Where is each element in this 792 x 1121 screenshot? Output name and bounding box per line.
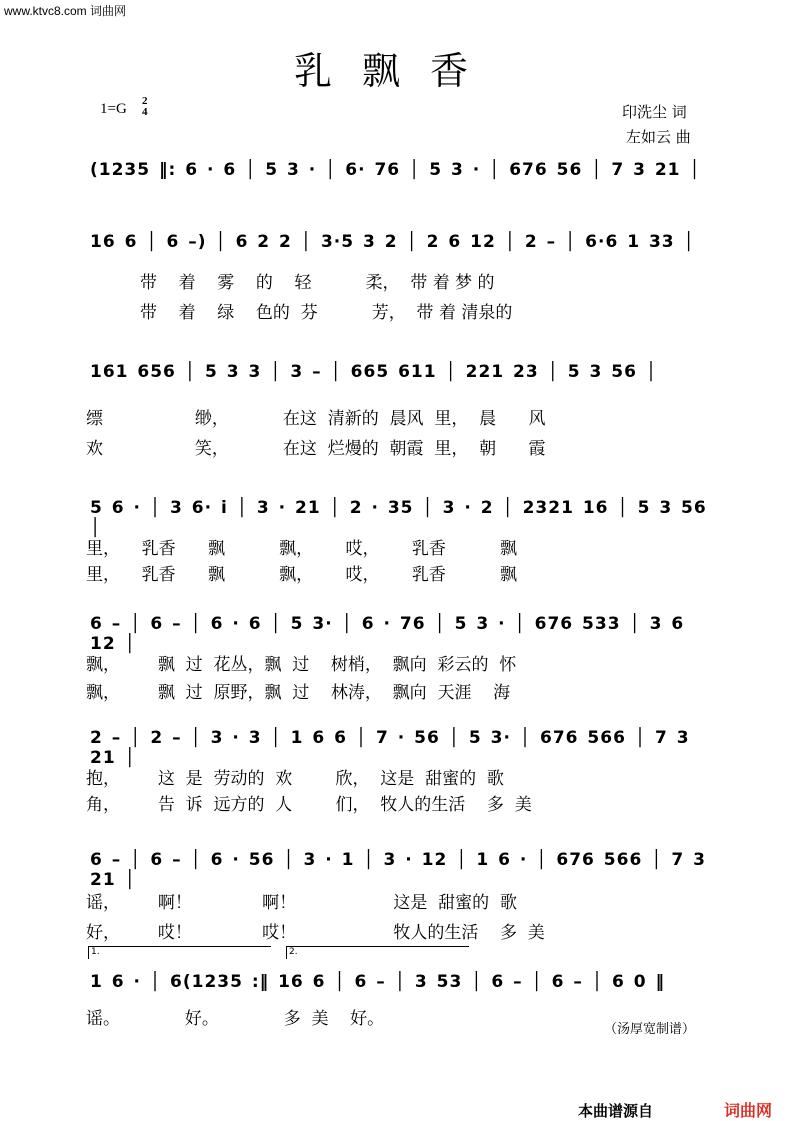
lyric-row-4-verse-1: 里， 乳香 飘 飘， 哎， 乳香 飘 — [86, 539, 517, 559]
notes-row-7: 6 – │ 6 – │ 6 · 56 │ 3 · 1 │ 3 · 12 │ 1 6 · │ 676 566 │ 7 3 21 │ — [90, 850, 706, 890]
site-logo[interactable]: 词曲网 — [724, 1101, 773, 1120]
notes-row-2: 16 6 │ 6 –) │ 6 2 2 │ 3·5 3 2 │ 2 6 12 │ 2 – │ 6·6 1 33 │ — [90, 232, 695, 252]
lyric-row-7-verse-2: 好， 哎！ 哎！ 牧人的生活 多 美 — [86, 923, 545, 943]
score-row-7 — [86, 844, 714, 890]
lyric-row-6-verse-2: 角， 告 诉 远方的 人 们， 牧人的生活 多 美 — [86, 795, 532, 815]
notes-row-5: 6 – │ 6 – │ 6 · 6 │ 5 3· │ 6 · 76 │ 5 3 · │ 676 533 │ 3 6 12 │ — [90, 614, 685, 654]
time-signature-bottom: 4 — [142, 106, 148, 118]
lyric-row-8: 谣。 好。 多 美 好。 — [86, 1009, 385, 1029]
notes-row-1: (1235 ‖: 6 · 6 │ 5 3 · │ 6· 76 │ 5 3 · │ 676 56 │ 7 3 21 │ — [90, 160, 701, 180]
score-row-3 — [86, 356, 714, 396]
lyric-row-7-verse-1: 谣， 啊！ 啊！ 这是 甜蜜的 歌 — [86, 893, 517, 913]
lyric-row-3-verse-1: 缥 缈， 在这 清新的 晨风 里， 晨 风 — [86, 409, 546, 429]
time-signature — [142, 96, 148, 118]
lyric-row-2-verse-1: 带 着 雾 的 轻 柔， 带 着 梦 的 — [86, 273, 495, 293]
notes-row-6: 2 – │ 2 – │ 3 · 3 │ 1 6 6 │ 7 · 56 │ 5 3· │ 676 566 │ 7 3 21 │ — [90, 728, 690, 768]
composer-credit: 左如云 曲 — [626, 128, 691, 146]
song-title: 乳飘香 — [293, 49, 498, 93]
lyric-row-2-verse-2: 带 着 绿 色的 芬 芳， 带 着 清泉的 — [86, 303, 513, 323]
site-url[interactable]: www.ktvc8.com 词曲网 — [4, 4, 127, 18]
volta-1: 1. — [88, 946, 271, 959]
transcriber-credit: （汤厚宽制谱） — [604, 1022, 696, 1037]
score-row-4 — [86, 492, 714, 538]
lyric-row-5-verse-2: 飘， 飘 过 原野，飘 过 林涛， 飘向 天涯 海 — [86, 683, 511, 703]
score-row-2 — [86, 226, 714, 266]
score-row-6 — [86, 722, 714, 768]
score-row-5 — [86, 608, 714, 654]
footer-source-text: 本曲谱源自 — [578, 1102, 654, 1120]
notes-row-4: 5 6 · │ 3 6· i │ 3 · 21 │ 2 · 35 │ 3 · 2 │ 2321 16 │ 5 3 56 │ — [90, 498, 707, 538]
lyric-row-6-verse-1: 抱， 这 是 劳动的 欢 欣， 这是 甜蜜的 歌 — [86, 769, 504, 789]
score-row-1 — [86, 154, 714, 194]
score-row-8 — [86, 966, 714, 1006]
notes-row-8: 1 6 · │ 6(1235 :‖ 16 6 │ 6 – │ 3 53 │ 6 – │ 6 – │ 6 0 ‖ — [90, 972, 665, 992]
lyric-row-3-verse-2: 欢 笑， 在这 烂熳的 朝霞 里， 朝 霞 — [86, 439, 546, 459]
notes-row-3: 161 656 │ 5 3 3 │ 3 – │ 665 611 │ 221 23 │ 5 3 56 │ — [90, 362, 658, 382]
lyric-row-5-verse-1: 飘， 飘 过 花丛，飘 过 树梢， 飘向 彩云的 怀 — [86, 655, 517, 675]
lyric-row-4-verse-2: 里， 乳香 飘 飘， 哎， 乳香 飘 — [86, 565, 517, 585]
time-signature-top: 2 — [142, 95, 148, 107]
key-signature: 1=G — [100, 101, 127, 117]
lyricist-credit: 印洗尘 词 — [622, 103, 687, 121]
volta-2: 2. — [286, 946, 469, 959]
